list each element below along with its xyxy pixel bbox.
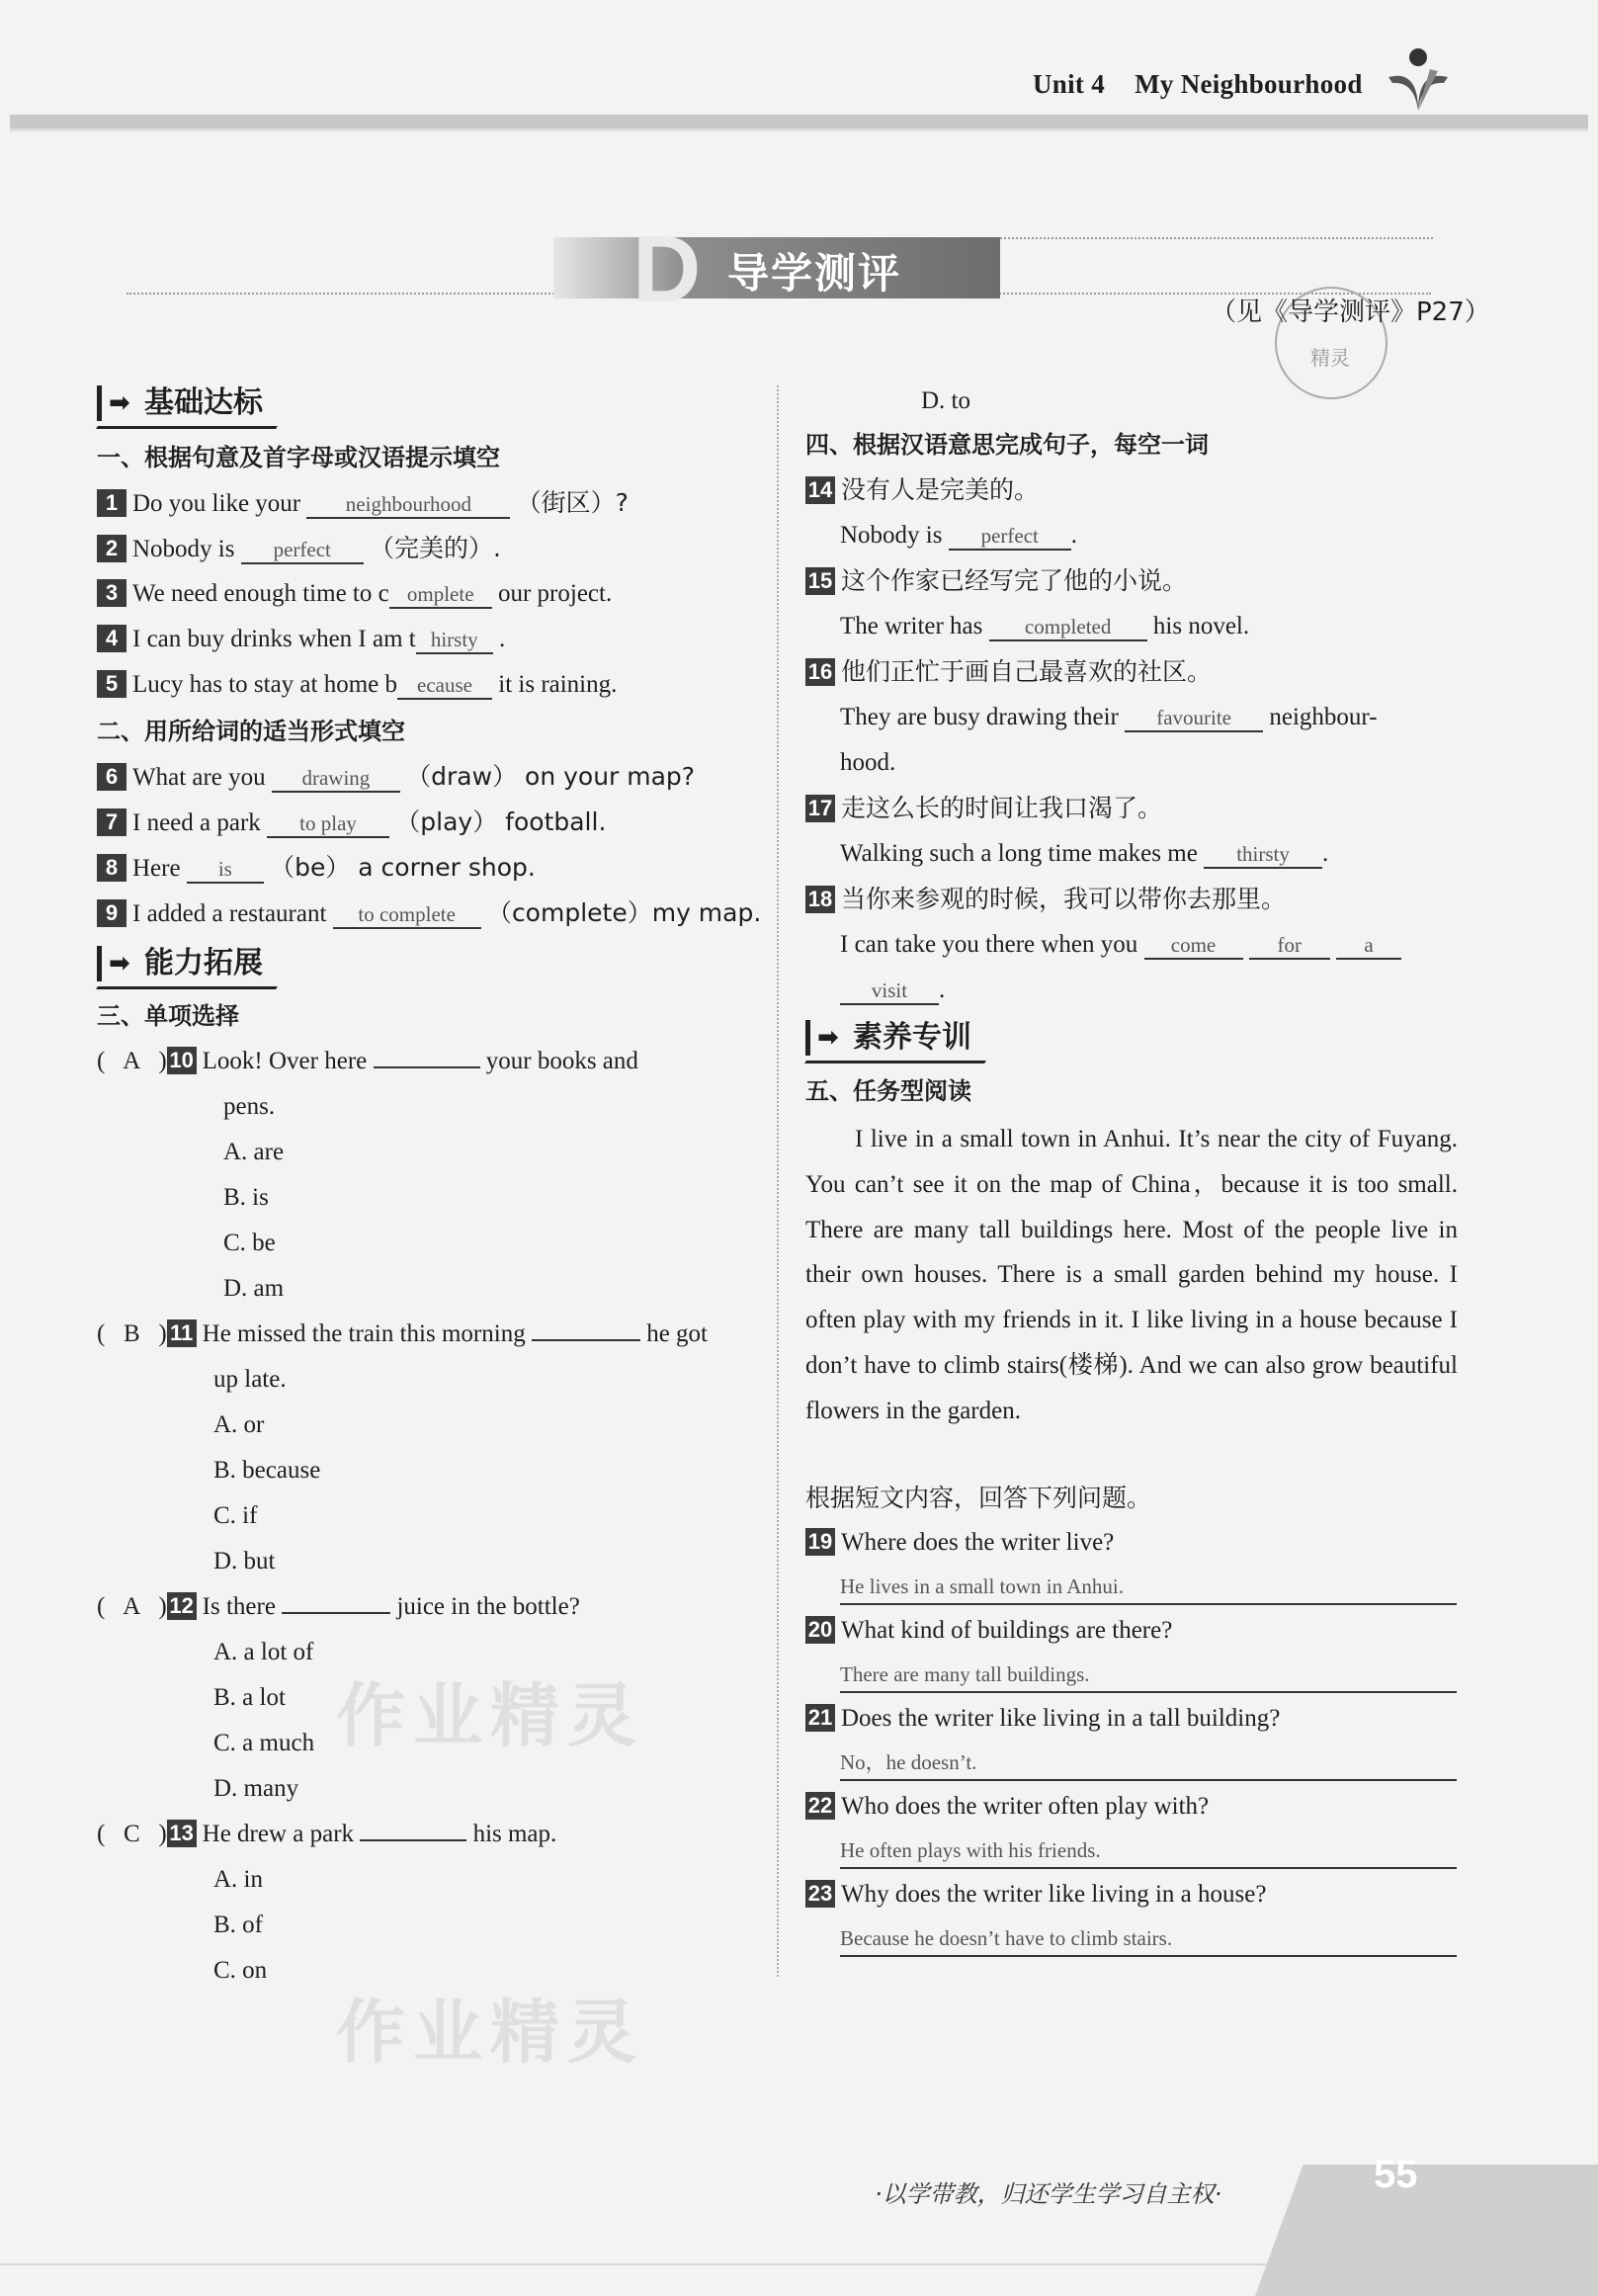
question-text: We need enough time to c	[132, 580, 389, 607]
question-text: They are busy drawing their	[840, 704, 1119, 730]
question-text: He missed the train this morning	[202, 1320, 526, 1347]
question-text: Why does the writer like living in a house?	[841, 1881, 1267, 1908]
question-text: neighbour-	[1269, 704, 1378, 730]
question-text: he got	[646, 1320, 708, 1347]
answer-line[interactable]: No，he doesn’t.	[840, 1745, 1457, 1781]
question-text: .	[498, 626, 506, 652]
unit-label: Unit 4	[1033, 69, 1106, 99]
question-text: I need a park	[132, 809, 261, 836]
question-14-cn	[805, 474, 1039, 506]
question-text: Walking such a long time makes me	[840, 840, 1198, 867]
option: B. of	[213, 1912, 263, 1938]
question-number: 13	[167, 1820, 197, 1847]
option: B. because	[213, 1457, 321, 1484]
question-text: I can take you there when you	[840, 931, 1138, 958]
banner-letter-icon: D	[632, 216, 702, 322]
question-number: 3	[97, 579, 126, 607]
answer-line[interactable]: There are many tall buildings.	[840, 1658, 1457, 1693]
question-text: our project.	[497, 580, 613, 607]
question-number: 18	[805, 886, 835, 913]
question-18	[840, 929, 1401, 961]
question-text: Lucy has to stay at home b	[132, 671, 397, 698]
question-number: 7	[97, 808, 126, 836]
question-text: hood.	[840, 749, 896, 776]
part-heading: 一、根据句意及首字母或汉语提示填空	[97, 444, 500, 471]
question-21	[805, 1703, 1280, 1735]
question-8	[97, 852, 536, 885]
answer-blank[interactable]: to complete	[333, 901, 481, 929]
answer-blank[interactable]: a	[1336, 932, 1401, 960]
arrow-icon: ➡	[109, 388, 130, 418]
answer-blank[interactable]	[374, 1066, 480, 1068]
option: A. or	[213, 1411, 265, 1438]
book-logo-icon	[1379, 40, 1458, 119]
answer-blank[interactable]	[282, 1612, 390, 1614]
question-12: ( A ) 12 Is there juice in the bottle?	[97, 1591, 580, 1623]
question-number: 12	[167, 1592, 197, 1620]
option: A. are	[223, 1139, 285, 1165]
question-number: 17	[805, 795, 835, 822]
section-title: 基础达标	[144, 385, 263, 420]
question-13: ( C ) 13 He drew a park his map.	[97, 1819, 556, 1850]
question-number: 20	[805, 1616, 835, 1644]
banner-title: 导学测评	[727, 252, 902, 298]
question-number: 19	[805, 1528, 835, 1556]
question-text: Look! Over here	[202, 1048, 368, 1074]
question-18-cont	[840, 975, 945, 1006]
question-3	[97, 578, 612, 610]
question-11: ( B ) 11 He missed the train this morning he got	[97, 1318, 708, 1350]
unit-title: My Neighbourhood	[1135, 69, 1363, 99]
question-2	[97, 533, 501, 565]
answer-line[interactable]: He often plays with his friends.	[840, 1833, 1457, 1869]
option: A. a lot of	[213, 1639, 314, 1665]
question-6	[97, 761, 695, 794]
question-text: Who does the writer often play with?	[841, 1793, 1210, 1820]
question-number: 10	[167, 1047, 197, 1074]
question-text: （play） football.	[395, 808, 607, 836]
question-text: （街区）?	[516, 488, 629, 517]
option: C. a much	[213, 1730, 315, 1756]
question-number: 21	[805, 1704, 835, 1732]
answer-blank[interactable]: for	[1249, 932, 1330, 960]
answer-blank[interactable]: ecause	[397, 672, 492, 700]
question-number: 22	[805, 1792, 835, 1820]
question-text: 当你来参观的时候，我可以带你去那里。	[841, 885, 1287, 913]
option: C. if	[213, 1502, 258, 1529]
answer-blank[interactable]: completed	[989, 614, 1147, 641]
answer-blank[interactable]: thirsty	[1204, 841, 1322, 869]
part-heading: 三、单项选择	[97, 1002, 239, 1030]
question-text: （be） a corner shop.	[270, 853, 536, 882]
reference-note: （见《导学测评》P27）	[1211, 298, 1490, 327]
answer-blank[interactable]: neighbourhood	[306, 491, 510, 519]
question-number: 9	[97, 899, 126, 927]
question-20	[805, 1615, 1172, 1647]
question-7	[97, 807, 606, 839]
question-text: juice in the bottle?	[396, 1593, 580, 1620]
part-heading: 二、用所给词的适当形式填空	[97, 718, 405, 745]
question-17-cn	[805, 793, 1162, 824]
answer-blank[interactable]: visit	[840, 978, 939, 1005]
answer-blank[interactable]: hirsty	[416, 627, 493, 654]
choice-answer[interactable]: A	[123, 1048, 141, 1074]
answer-blank[interactable]: perfect	[241, 537, 364, 564]
question-text: Here	[132, 855, 181, 882]
question-number: 23	[805, 1880, 835, 1908]
question-text: （完美的）.	[369, 534, 501, 562]
option: C. be	[223, 1230, 276, 1256]
question-text: Is there	[202, 1593, 276, 1620]
question-14	[840, 520, 1077, 552]
question-15-cn	[805, 565, 1187, 597]
question-number: 6	[97, 763, 126, 791]
question-text: your books and	[485, 1048, 638, 1074]
answer-blank[interactable]: come	[1144, 932, 1243, 960]
reading-passage: I live in a small town in Anhui. It’s near the city of Fuyang. You can’t see it on the map of China，because it is too small. There are many tall buildings here. Most of the people live in their own houses. There is a small garden behind my house. I often play with my friends in it. I like living in a house because I don’t have to climb stairs(楼梯). And we can also grow beautiful flowers in the garden.	[805, 1126, 1458, 1424]
section-badge-basic	[97, 383, 263, 423]
option: B. is	[223, 1184, 269, 1211]
question-text: up late.	[213, 1366, 287, 1393]
question-number: 1	[97, 489, 126, 517]
watermark: 作业精灵	[336, 1675, 644, 1756]
question-18-cn	[805, 884, 1286, 915]
question-1	[97, 487, 629, 520]
answer-blank[interactable]: is	[187, 856, 264, 884]
choice-answer[interactable]: A	[123, 1593, 141, 1620]
section-title: 能力拓展	[144, 946, 263, 980]
question-number: 5	[97, 670, 126, 698]
question-number: 16	[805, 658, 835, 686]
column-divider	[777, 385, 779, 1977]
footer-tab	[1255, 2165, 1598, 2296]
question-text: What are you	[132, 764, 266, 791]
question-text: （draw） on your map?	[406, 762, 696, 791]
question-text: .	[1070, 522, 1077, 549]
question-text: 走这么长的时间让我口渴了。	[841, 794, 1163, 822]
choice-answer[interactable]: C	[123, 1821, 140, 1847]
question-23	[805, 1879, 1266, 1911]
answer-line[interactable]: Because he doesn’t have to climb stairs.	[840, 1921, 1457, 1957]
answer-blank[interactable]	[360, 1839, 466, 1841]
question-text: his map.	[472, 1821, 557, 1847]
question-text: Do you like your	[132, 490, 301, 517]
question-number: 15	[805, 567, 835, 595]
question-text: Where does the writer live?	[841, 1529, 1115, 1556]
footer-slogan: ·以学带教，归还学生学习自主权·	[875, 2180, 1222, 2208]
question-number: 11	[167, 1319, 197, 1347]
question-9	[97, 897, 761, 930]
question-text: Nobody is	[840, 522, 943, 549]
question-4	[97, 624, 505, 655]
arrow-icon: ➡	[817, 1023, 839, 1053]
option: A. in	[213, 1866, 263, 1893]
question-17	[840, 838, 1328, 870]
question-text: 这个作家已经写完了他的小说。	[841, 566, 1188, 595]
choice-answer[interactable]: B	[123, 1320, 140, 1347]
page-number: 55	[1374, 2153, 1418, 2196]
stamp-text: 精灵	[1310, 346, 1350, 370]
section-title: 素养专训	[853, 1020, 971, 1055]
part-heading: 四、根据汉语意思完成句子，每空一词	[805, 431, 1209, 459]
question-text: He drew a park	[202, 1821, 355, 1847]
instruction: 根据短文内容，回答下列问题。	[805, 1484, 1152, 1512]
banner-end-bar	[992, 237, 1000, 298]
question-text: it is raining.	[498, 671, 618, 698]
question-text: What kind of buildings are there?	[841, 1617, 1173, 1644]
section-badge-literacy	[805, 1018, 971, 1058]
question-text: Nobody is	[132, 536, 235, 562]
question-19	[805, 1527, 1114, 1559]
question-16-cn	[805, 656, 1212, 688]
question-text: Does the writer like living in a tall building?	[841, 1705, 1281, 1732]
question-text: 他们正忙于画自己最喜欢的社区。	[841, 657, 1213, 686]
question-text: I can buy drinks when I am t	[132, 626, 416, 652]
option: C. on	[213, 1957, 268, 1984]
answer-blank[interactable]: favourite	[1125, 705, 1263, 732]
answer-blank[interactable]: to play	[267, 810, 389, 838]
question-number: 14	[805, 476, 835, 504]
header-bar	[10, 115, 1588, 128]
question-22	[805, 1791, 1209, 1823]
answer-blank[interactable]	[532, 1339, 640, 1341]
question-number: 4	[97, 625, 126, 652]
answer-blank[interactable]: perfect	[949, 523, 1071, 551]
question-number: 2	[97, 535, 126, 562]
question-text: 没有人是完美的。	[841, 475, 1040, 504]
answer-line[interactable]: He lives in a small town in Anhui.	[840, 1570, 1457, 1605]
question-text: pens.	[223, 1093, 276, 1120]
option: D. but	[213, 1548, 276, 1574]
arrow-icon: ➡	[109, 949, 130, 978]
answer-blank[interactable]: omplete	[389, 581, 492, 609]
watermark: 作业精灵	[336, 1992, 644, 2073]
option: B. a lot	[213, 1684, 286, 1711]
question-10: ( A ) 10 Look! Over here your books and	[97, 1046, 638, 1077]
question-5	[97, 669, 617, 701]
question-text: （complete）my map.	[486, 898, 762, 927]
header-bar-shadow	[10, 128, 1588, 131]
option: D. am	[223, 1275, 285, 1302]
question-15	[840, 611, 1249, 642]
question-text: .	[1322, 840, 1329, 867]
part-heading: 五、任务型阅读	[805, 1077, 971, 1105]
answer-blank[interactable]: drawing	[272, 765, 400, 793]
question-number: 8	[97, 854, 126, 882]
question-text: I added a restaurant	[132, 900, 327, 927]
header-title	[1033, 69, 1363, 100]
question-16	[840, 702, 1378, 733]
question-text: The writer has	[840, 613, 983, 639]
option: D. many	[213, 1775, 299, 1802]
section-badge-ability	[97, 944, 263, 983]
question-text: his novel.	[1152, 613, 1250, 639]
option: D. to	[921, 387, 970, 414]
question-text: .	[939, 977, 946, 1003]
